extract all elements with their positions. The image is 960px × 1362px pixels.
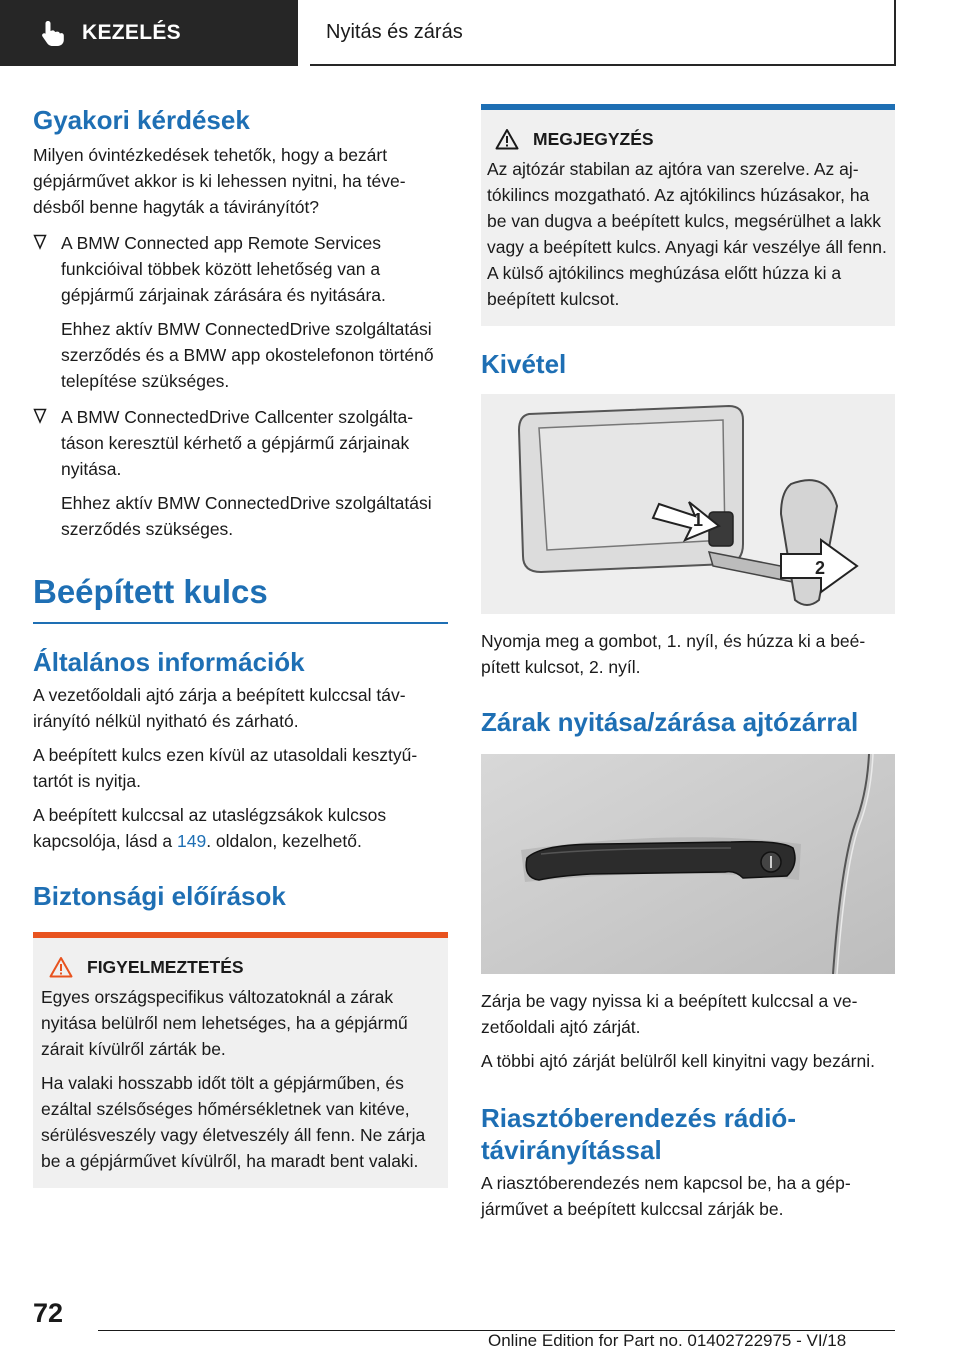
bullet-text: A BMW ConnectedDrive Callcenter szolgáltatáson keresztül kérhető a gépjármű zárjainak nyitása. <box>61 407 414 479</box>
warning-box <box>33 932 448 1188</box>
warning-text: Ha valaki hosszabb időt tölt a gépjárműben, és ezáltal szélsőséges hőmérsékletnek van kitéve, sérülésveszély vagy életveszély áll fenn. Ne zárja be a gépjárművet kívülről, ha maradt bent valaki. <box>41 1073 426 1171</box>
header-chapter <box>310 0 896 66</box>
warning-title: FIGYELMEZTETÉS <box>87 956 244 977</box>
bullet-text: A BMW Connected app Remote Services funkcióival többek között lehetőség van a gépjármű zárjainak zárására és nyitására. <box>61 233 386 305</box>
bullet-subtext: Ehhez aktív BMW ConnectedDrive szolgáltatási szerződés szükséges. <box>61 493 432 539</box>
note-box <box>481 104 895 326</box>
faq-question: Milyen óvintézkedések tehetők, hogy a bezárt gépjárművet akkor is ki lehessen nyitni, ha tévedésből benne hagyták a távirányítót? <box>33 145 406 217</box>
safety-heading: Biztonsági előírások <box>33 881 286 911</box>
bullet-item <box>33 230 448 308</box>
section-label: KEZELÉS <box>82 21 181 44</box>
edition-text: Online Edition for Part no. 01402722975 - VI/18 <box>488 1331 847 1350</box>
page-number: 72 <box>33 1298 64 1328</box>
alarm-text: A riasztóberendezés nem kapcsol be, ha a gépjárművet a beépített kulccsal zárják be. <box>481 1173 851 1219</box>
doorlock-heading: Zárak nyitása/zárása ajtózárral <box>481 707 859 737</box>
footer-edition <box>488 1331 846 1351</box>
removal-heading: Kivétel <box>481 349 567 379</box>
bullet-subtext: Ehhez aktív BMW ConnectedDrive szolgáltatási szerződés és a BMW app okostelefonon történő telepítése szükséges. <box>61 319 434 391</box>
bullet-item <box>33 404 448 482</box>
removal-text: Nyomja meg a gombot, 1. nyíl, és húzza ki a beépített kulcsot, 2. nyíl. <box>481 631 866 677</box>
note-title: MEGJEGYZÉS <box>533 128 654 149</box>
faq-heading: Gyakori kérdések <box>33 105 250 135</box>
figure-label-1: 1 <box>693 510 704 530</box>
general-info-heading: Általános információk <box>33 647 305 677</box>
hand-pointer-icon <box>38 18 68 48</box>
heading-divider <box>33 622 448 624</box>
general-paragraph: A vezetőoldali ajtó zárja a beépített kulccsal távirányító nélkül nyitható és zárható. <box>33 685 406 731</box>
integrated-key-heading: Beépített kulcs <box>33 573 268 610</box>
triangle-bullet-icon <box>33 234 47 250</box>
note-triangle-icon <box>495 128 519 150</box>
door-handle-figure <box>481 754 895 974</box>
general-paragraph: A beépített kulccsal az utaslégzsákok kulcsos kapcsolója, lásd a 149. oldalon, kezelhető. <box>33 805 387 851</box>
key-removal-figure <box>481 394 895 614</box>
note-text: Az ajtózár stabilan az ajtóra van szerelve. Az ajtókilincs mozgatható. Az ajtókilincs húzásakor, ha be van dugva a beépített kulcs, megsérülhet a lakk vagy a beépített kulcs. Anyagi kár veszélye áll fenn. A külső ajtókilincs meghúzása előtt húzza ki a beépített kulcsot. <box>487 159 887 309</box>
warning-text: Egyes országspecifikus változatoknál a zárak nyitása belülről nem lehetséges, ha a gépjármű zárait kívülről zárták be. <box>41 987 408 1059</box>
page-reference-link[interactable]: 149 <box>176 831 207 851</box>
doorlock-paragraph: A többi ajtó zárját belülről kell kinyitni vagy bezárni. <box>481 1051 875 1071</box>
figure-label-2: 2 <box>815 558 826 578</box>
header-section-tab <box>0 0 298 66</box>
left-column <box>33 104 448 1188</box>
alarm-heading: Riasztóberendezés rádiótávirányítással <box>481 1103 796 1165</box>
right-column <box>481 104 895 1222</box>
chapter-label: Nyitás és zárás <box>326 20 463 43</box>
warning-triangle-icon <box>49 956 73 978</box>
triangle-bullet-icon <box>33 408 47 424</box>
doorlock-paragraph: Zárja be vagy nyissa ki a beépített kulccsal a vezetőoldali ajtó zárját. <box>481 991 858 1037</box>
general-paragraph: A beépített kulcs ezen kívül az utasoldali kesztyűtartót is nyitja. <box>33 745 418 791</box>
